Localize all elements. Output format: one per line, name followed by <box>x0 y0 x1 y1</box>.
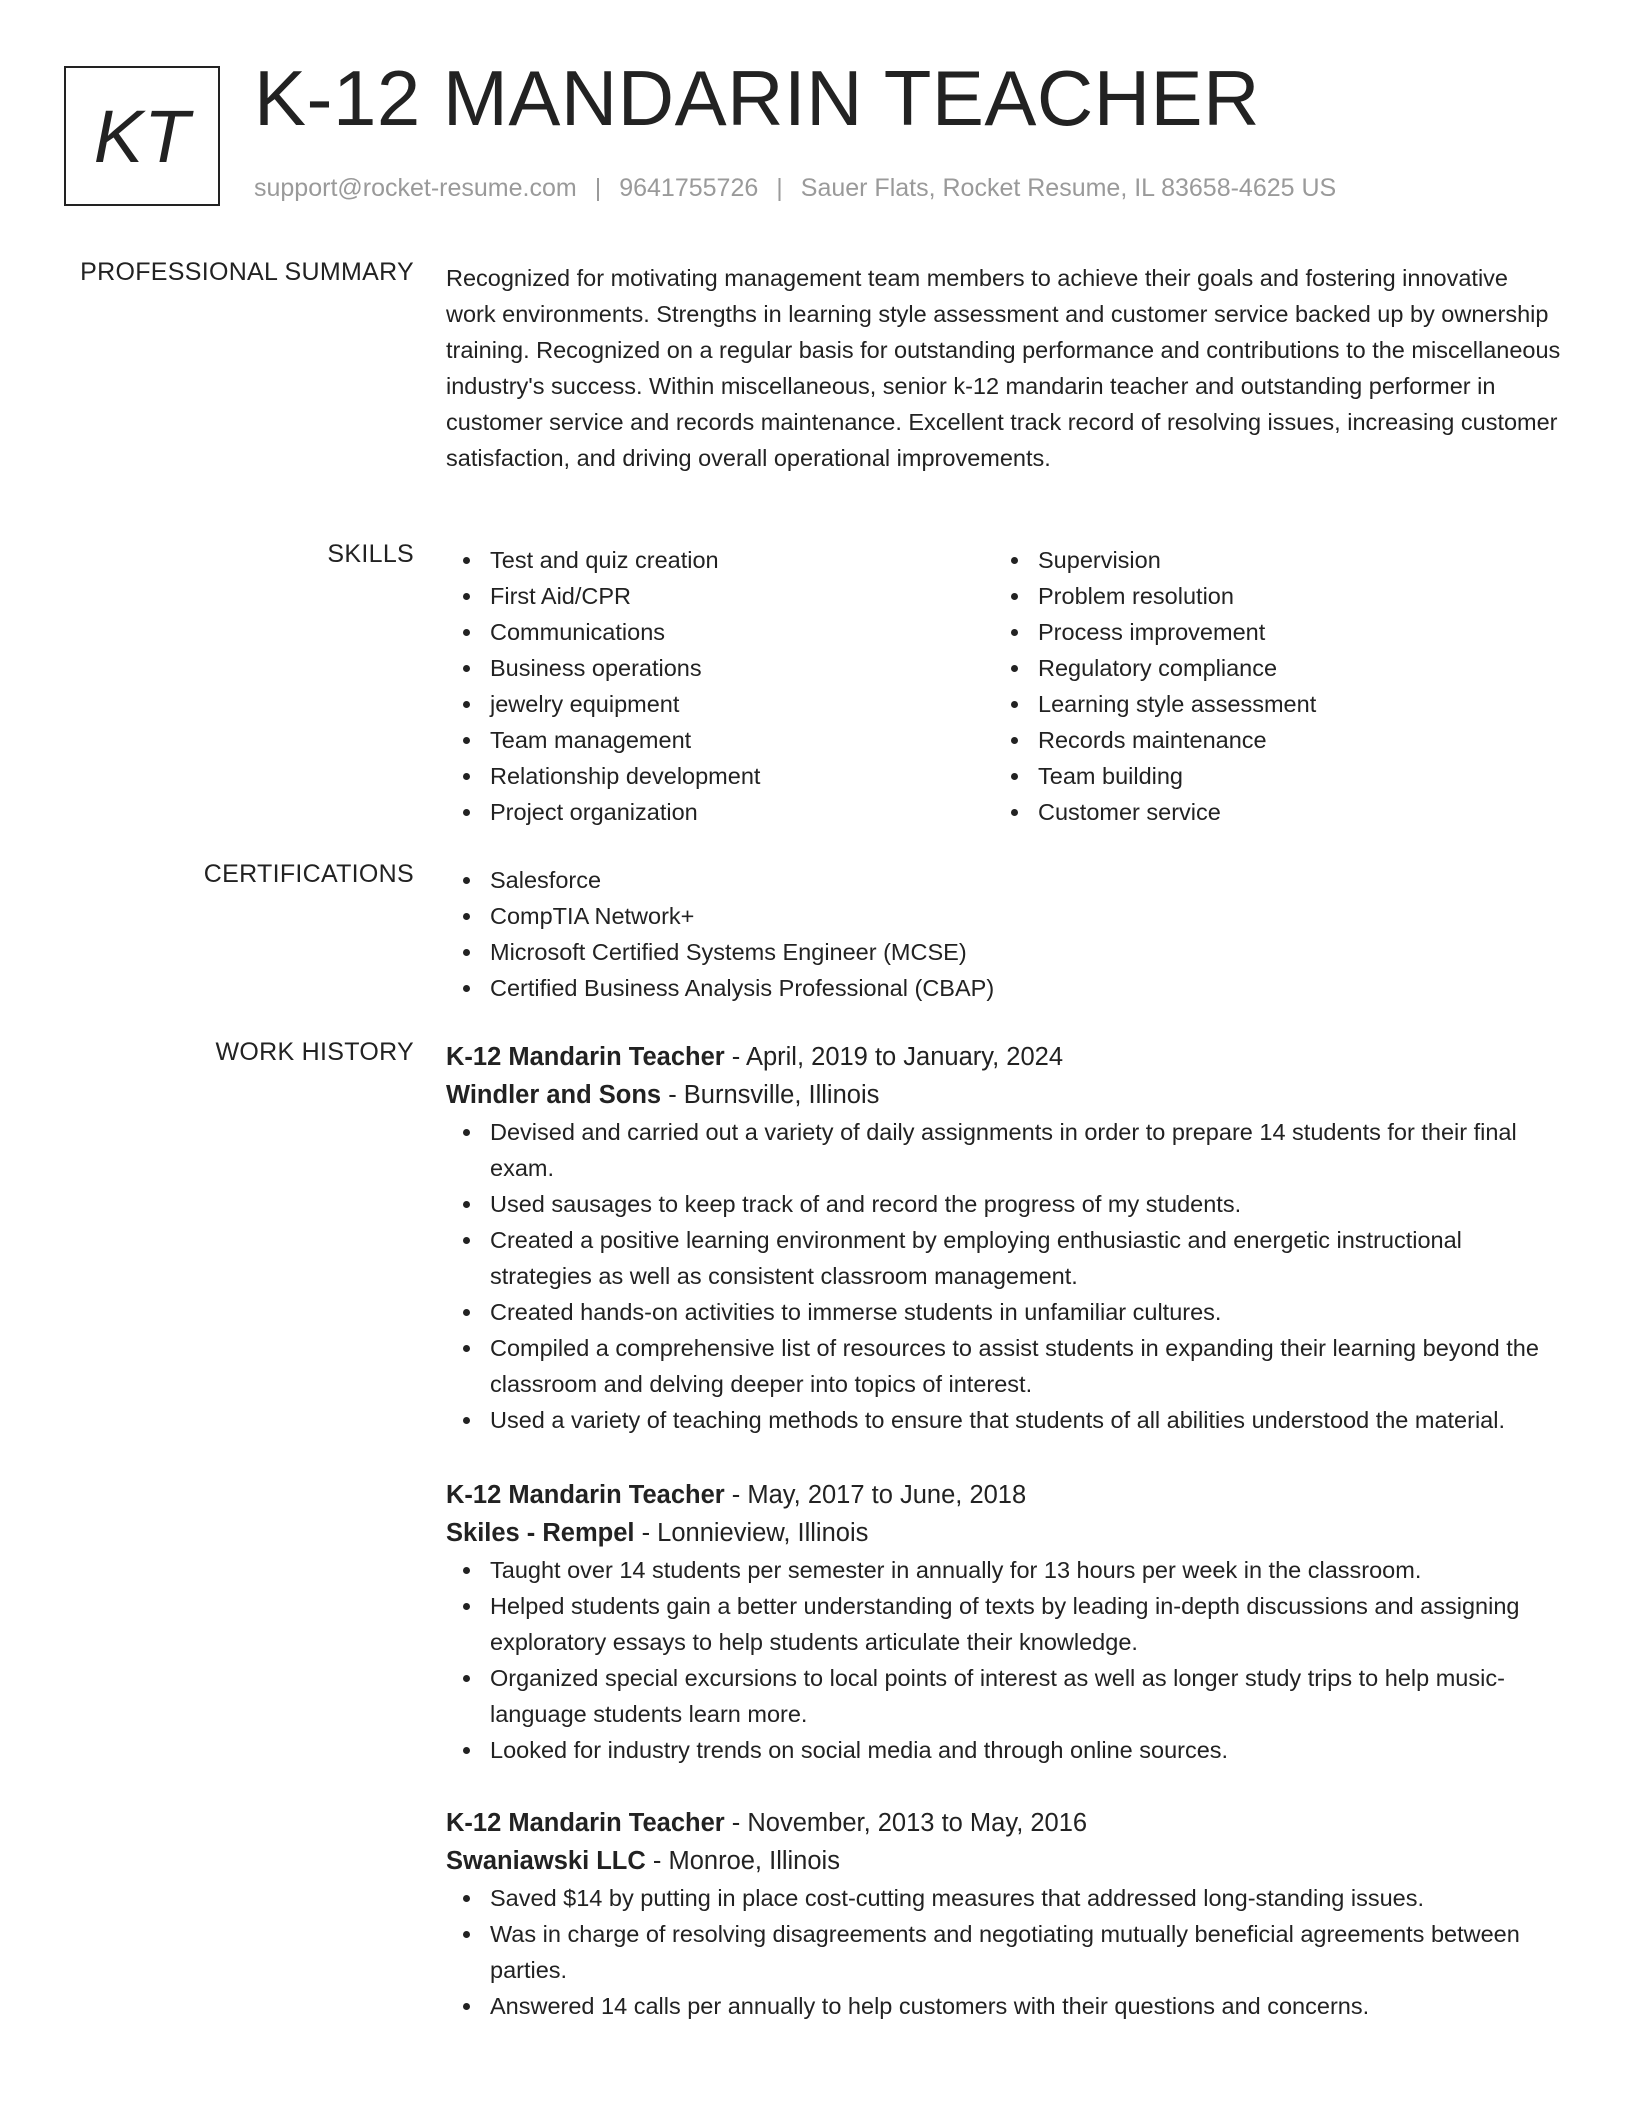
certification-item: Certified Business Analysis Professional (CBAP) <box>446 970 1562 1006</box>
skill-item: Customer service <box>994 794 1542 830</box>
job-company-line <box>446 1842 1562 1880</box>
job-title-line <box>446 1804 1562 1842</box>
contact-email[interactable]: support@rocket-resume.com <box>254 174 577 202</box>
job-bullet: Compiled a comprehensive list of resources to assist students in expanding their learning beyond the classroom and delving deeper into topics of interest. <box>446 1330 1562 1402</box>
certification-item: Salesforce <box>446 862 1562 898</box>
skill-item: Test and quiz creation <box>446 542 994 578</box>
contact-phone[interactable]: 9641755726 <box>619 174 759 202</box>
job-bullet: Used sausages to keep track of and record the progress of my students. <box>446 1186 1562 1222</box>
skill-item: Relationship development <box>446 758 994 794</box>
job-title: K-12 Mandarin Teacher <box>446 1481 725 1509</box>
job-bullet: Saved $14 by putting in place cost-cutting measures that addressed long-standing issues. <box>446 1880 1562 1916</box>
job-title-line <box>446 1476 1562 1514</box>
contact-address: Sauer Flats, Rocket Resume, IL 83658-4625 US <box>800 174 1337 202</box>
skill-item: Supervision <box>994 542 1542 578</box>
skills-column-right <box>994 542 1542 830</box>
job-bullet: Answered 14 calls per annually to help customers with their questions and concerns. <box>446 1988 1562 2024</box>
job-entry <box>446 1038 1562 1438</box>
job-bullet: Created hands-on activities to immerse students in unfamiliar cultures. <box>446 1294 1562 1330</box>
job-bullet: Looked for industry trends on social media and through online sources. <box>446 1732 1562 1768</box>
contact-separator: | <box>776 174 783 202</box>
job-bullets <box>446 1114 1562 1438</box>
certifications-items <box>446 862 1562 1006</box>
job-bullets <box>446 1880 1562 2024</box>
contact-separator: | <box>594 174 602 202</box>
job-bullet: Created a positive learning environment by employing enthusiastic and energetic instructional strategies as well as consistent classroom management. <box>446 1222 1562 1294</box>
skill-item: Process improvement <box>994 614 1542 650</box>
skills-column-left <box>446 542 994 830</box>
certification-item: CompTIA Network+ <box>446 898 1562 934</box>
certifications-heading: CERTIFICATIONS <box>203 860 414 888</box>
skill-item: Business operations <box>446 650 994 686</box>
skills-list <box>446 542 1562 830</box>
job-bullet: Devised and carried out a variety of daily assignments in order to prepare 14 students for their final exam. <box>446 1114 1562 1186</box>
job-company-line <box>446 1514 1562 1552</box>
skill-item: Project organization <box>446 794 994 830</box>
skill-item: jewelry equipment <box>446 686 994 722</box>
job-company: Skiles - Rempel <box>446 1519 635 1547</box>
job-bullet: Organized special excursions to local points of interest as well as longer study trips to help music-language students learn more. <box>446 1660 1562 1732</box>
job-bullet: Was in charge of resolving disagreements and negotiating mutually beneficial agreements between parties. <box>446 1916 1562 1988</box>
job-company: Swaniawski LLC <box>446 1847 646 1875</box>
skill-item: Communications <box>446 614 994 650</box>
work-heading: WORK HISTORY <box>215 1038 414 1066</box>
job-location: - Lonnieview, Illinois <box>634 1519 869 1547</box>
skill-item: Team management <box>446 722 994 758</box>
job-bullets <box>446 1552 1562 1768</box>
job-dates: - April, 2019 to January, 2024 <box>724 1043 1064 1071</box>
job-title: K-12 Mandarin Teacher <box>446 1043 725 1071</box>
contact-line <box>254 174 1336 203</box>
job-dates: - May, 2017 to June, 2018 <box>724 1481 1027 1509</box>
monogram-logo: KT <box>64 66 220 206</box>
job-entry <box>446 1804 1562 2024</box>
work-history-list <box>446 1038 1562 2024</box>
job-location: - Monroe, Illinois <box>645 1847 840 1875</box>
certification-item: Microsoft Certified Systems Engineer (MCSE) <box>446 934 1562 970</box>
skills-heading: SKILLS <box>327 540 414 568</box>
skill-item: Records maintenance <box>994 722 1542 758</box>
job-location: - Burnsville, Illinois <box>661 1081 880 1109</box>
job-dates: - November, 2013 to May, 2016 <box>724 1809 1088 1837</box>
skill-item: Regulatory compliance <box>994 650 1542 686</box>
job-bullet: Taught over 14 students per semester in annually for 13 hours per week in the classroom. <box>446 1552 1562 1588</box>
skill-item: First Aid/CPR <box>446 578 994 614</box>
summary-text: Recognized for motivating management team members to achieve their goals and fostering innovative work environments. Strengths in learning style assessment and customer service backed up by ownership training. Recognized on a regular basis for outstanding performance and contributions to the miscellaneous industry's success. Within miscellaneous, senior k-12 mandarin teacher and outstanding performer in customer service and records maintenance. Excellent track record of resolving issues, increasing customer satisfaction, and driving overall operational improvements. <box>446 265 1561 471</box>
job-title: K-12 Mandarin Teacher <box>446 1809 725 1837</box>
job-company: Windler and Sons <box>446 1081 662 1109</box>
job-entry <box>446 1476 1562 1768</box>
skill-item: Problem resolution <box>994 578 1542 614</box>
job-company-line <box>446 1076 1562 1114</box>
job-bullet: Helped students gain a better understanding of texts by leading in-depth discussions and assigning exploratory essays to help students articulate their knowledge. <box>446 1588 1562 1660</box>
certifications-list <box>446 862 1562 1006</box>
skill-item: Learning style assessment <box>994 686 1542 722</box>
resume-title: K-12 MANDARIN TEACHER <box>254 54 1260 142</box>
job-bullet: Used a variety of teaching methods to ensure that students of all abilities understood the material. <box>446 1402 1562 1438</box>
summary-heading: PROFESSIONAL SUMMARY <box>80 258 414 286</box>
job-title-line <box>446 1038 1562 1076</box>
skill-item: Team building <box>994 758 1542 794</box>
